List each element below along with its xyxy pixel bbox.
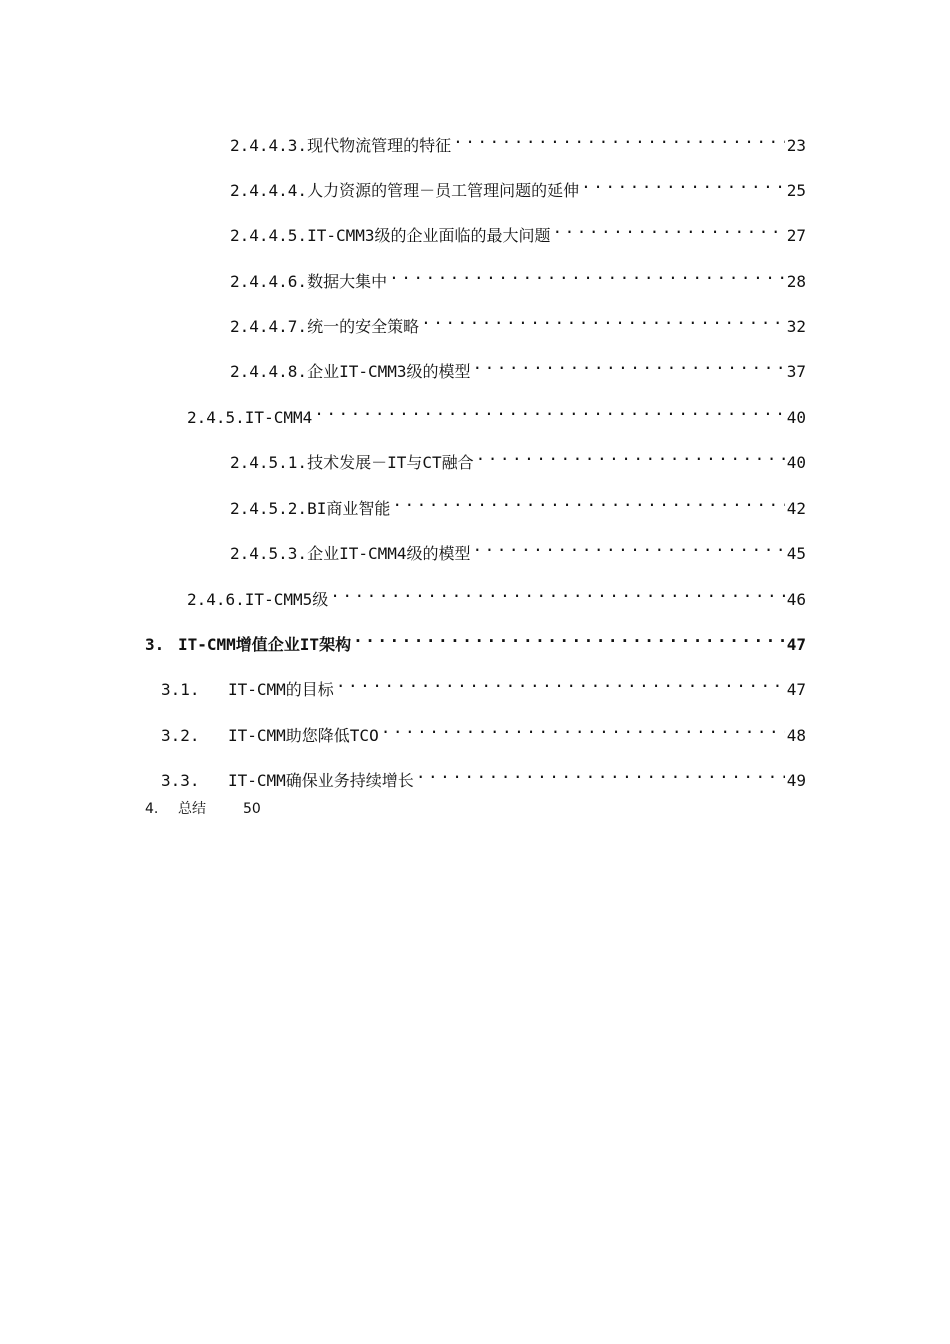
toc-dot-leader	[330, 579, 785, 605]
toc-entry[interactable]	[187, 397, 806, 427]
toc-entry-page: 40	[786, 453, 806, 472]
toc-entry-label	[145, 632, 351, 658]
toc-entry-number: 2.4.6.	[187, 590, 245, 609]
toc-entry[interactable]	[230, 351, 806, 381]
toc-entry-title: 技术发展－IT与CT融合	[307, 453, 474, 472]
toc-entry[interactable]	[230, 125, 806, 155]
toc-entry-title: 数据大集中	[307, 272, 388, 291]
toc-dot-leader	[476, 442, 785, 468]
toc-entry-page: 50	[243, 801, 261, 817]
toc-entry-number: 2.4.5.	[187, 408, 245, 427]
toc-entry-page: 37	[786, 362, 806, 381]
toc-entry[interactable]	[161, 715, 806, 745]
toc-entry-label	[187, 405, 312, 431]
toc-entry[interactable]	[230, 170, 806, 200]
toc-entry-label	[161, 677, 334, 703]
toc-entry-title: IT-CMM的目标	[228, 680, 334, 699]
toc-dot-leader	[353, 624, 785, 650]
toc-entry-number: 2.4.5.3.	[230, 544, 308, 563]
toc-entry-page: 47	[786, 635, 806, 654]
toc-dot-leader	[473, 533, 785, 559]
toc-entry-number: 2.4.4.8.	[230, 362, 308, 381]
toc-entry[interactable]	[230, 488, 806, 518]
toc-entry-label	[187, 587, 328, 613]
toc-entry-label	[230, 133, 451, 159]
toc-entry-label	[230, 269, 387, 295]
toc-entry-page: 27	[786, 226, 806, 245]
toc-entry[interactable]	[230, 261, 806, 291]
toc-entry-title: 总结	[178, 801, 206, 817]
toc-entry-title: IT-CMM3级的企业面临的最大问题	[307, 226, 551, 245]
toc-entry-label	[230, 359, 471, 385]
toc-dot-leader	[416, 760, 785, 786]
toc-entry-page: 46	[786, 590, 806, 609]
toc-entry[interactable]	[145, 796, 261, 822]
toc-entry[interactable]	[230, 215, 806, 245]
toc-entry-label	[230, 178, 579, 204]
toc-dot-leader	[389, 261, 785, 287]
toc-entry-page: 25	[786, 181, 806, 200]
toc-entry-title: 人力资源的管理－员工管理问题的延伸	[307, 181, 580, 200]
toc-entry-number: 3.3.	[161, 771, 200, 790]
toc-entry-label	[230, 541, 471, 567]
toc-dot-leader	[392, 488, 784, 514]
toc-entry-page: 47	[786, 680, 806, 699]
toc-entry-label	[230, 496, 390, 522]
toc-entry-title: IT-CMM5级	[244, 590, 329, 609]
toc-entry[interactable]	[230, 306, 806, 336]
toc-dot-leader	[314, 397, 785, 423]
toc-entry[interactable]	[230, 442, 806, 472]
toc-entry-number: 2.4.4.6.	[230, 272, 308, 291]
toc-entry-number: 3.1.	[161, 680, 200, 699]
toc-entry-number: 2.4.4.7.	[230, 317, 308, 336]
toc-entry-number: 2.4.4.4.	[230, 181, 308, 200]
toc-entry[interactable]	[187, 579, 806, 609]
toc-entry-title: IT-CMM4	[244, 408, 313, 427]
toc-entry[interactable]	[230, 533, 806, 563]
toc-entry-number: 2.4.5.2.	[230, 499, 308, 518]
toc-dot-leader	[421, 306, 785, 332]
toc-entry-title: 企业IT-CMM3级的模型	[307, 362, 471, 381]
toc-entry-title: IT-CMM确保业务持续增长	[228, 771, 414, 790]
toc-entry-page: 42	[786, 499, 806, 518]
toc-entry-title: IT-CMM助您降低TCO	[228, 726, 379, 745]
toc-entry-title: 企业IT-CMM4级的模型	[307, 544, 471, 563]
toc-entry-label	[161, 723, 379, 749]
toc-dot-leader	[381, 715, 785, 741]
toc-entry-number: 3.	[145, 635, 165, 654]
toc-entry-number: 4.	[145, 801, 159, 817]
toc-entry-page: 48	[786, 726, 806, 745]
toc-entry-page: 32	[786, 317, 806, 336]
toc-entry-title: IT-CMM增值企业IT架构	[178, 635, 352, 654]
toc-entry-page: 23	[786, 136, 806, 155]
toc-entry[interactable]	[161, 669, 806, 699]
toc-entry-title: BI商业智能	[307, 499, 391, 518]
toc-entry-label	[161, 768, 414, 794]
toc-entry-label	[230, 314, 419, 340]
toc-dot-leader	[581, 170, 785, 196]
toc-entry-number: 2.4.4.5.	[230, 226, 308, 245]
toc-entry[interactable]	[161, 760, 806, 790]
toc-dot-leader	[473, 351, 785, 377]
toc-entry-page: 49	[786, 771, 806, 790]
toc-entry[interactable]	[145, 624, 806, 654]
toc-entry-number: 2.4.5.1.	[230, 453, 308, 472]
toc-entry-page: 28	[786, 272, 806, 291]
toc-entry-page: 45	[786, 544, 806, 563]
toc-entry-page: 40	[786, 408, 806, 427]
toc-entry-number: 3.2.	[161, 726, 200, 745]
toc-dot-leader	[453, 125, 785, 151]
toc-dot-leader	[553, 215, 785, 241]
toc-dot-leader	[336, 669, 785, 695]
toc-entry-number: 2.4.4.3.	[230, 136, 308, 155]
toc-entry-title: 统一的安全策略	[307, 317, 420, 336]
toc-entry-label	[230, 223, 551, 249]
toc-entry-title: 现代物流管理的特征	[307, 136, 452, 155]
toc-entry-label	[230, 450, 474, 476]
